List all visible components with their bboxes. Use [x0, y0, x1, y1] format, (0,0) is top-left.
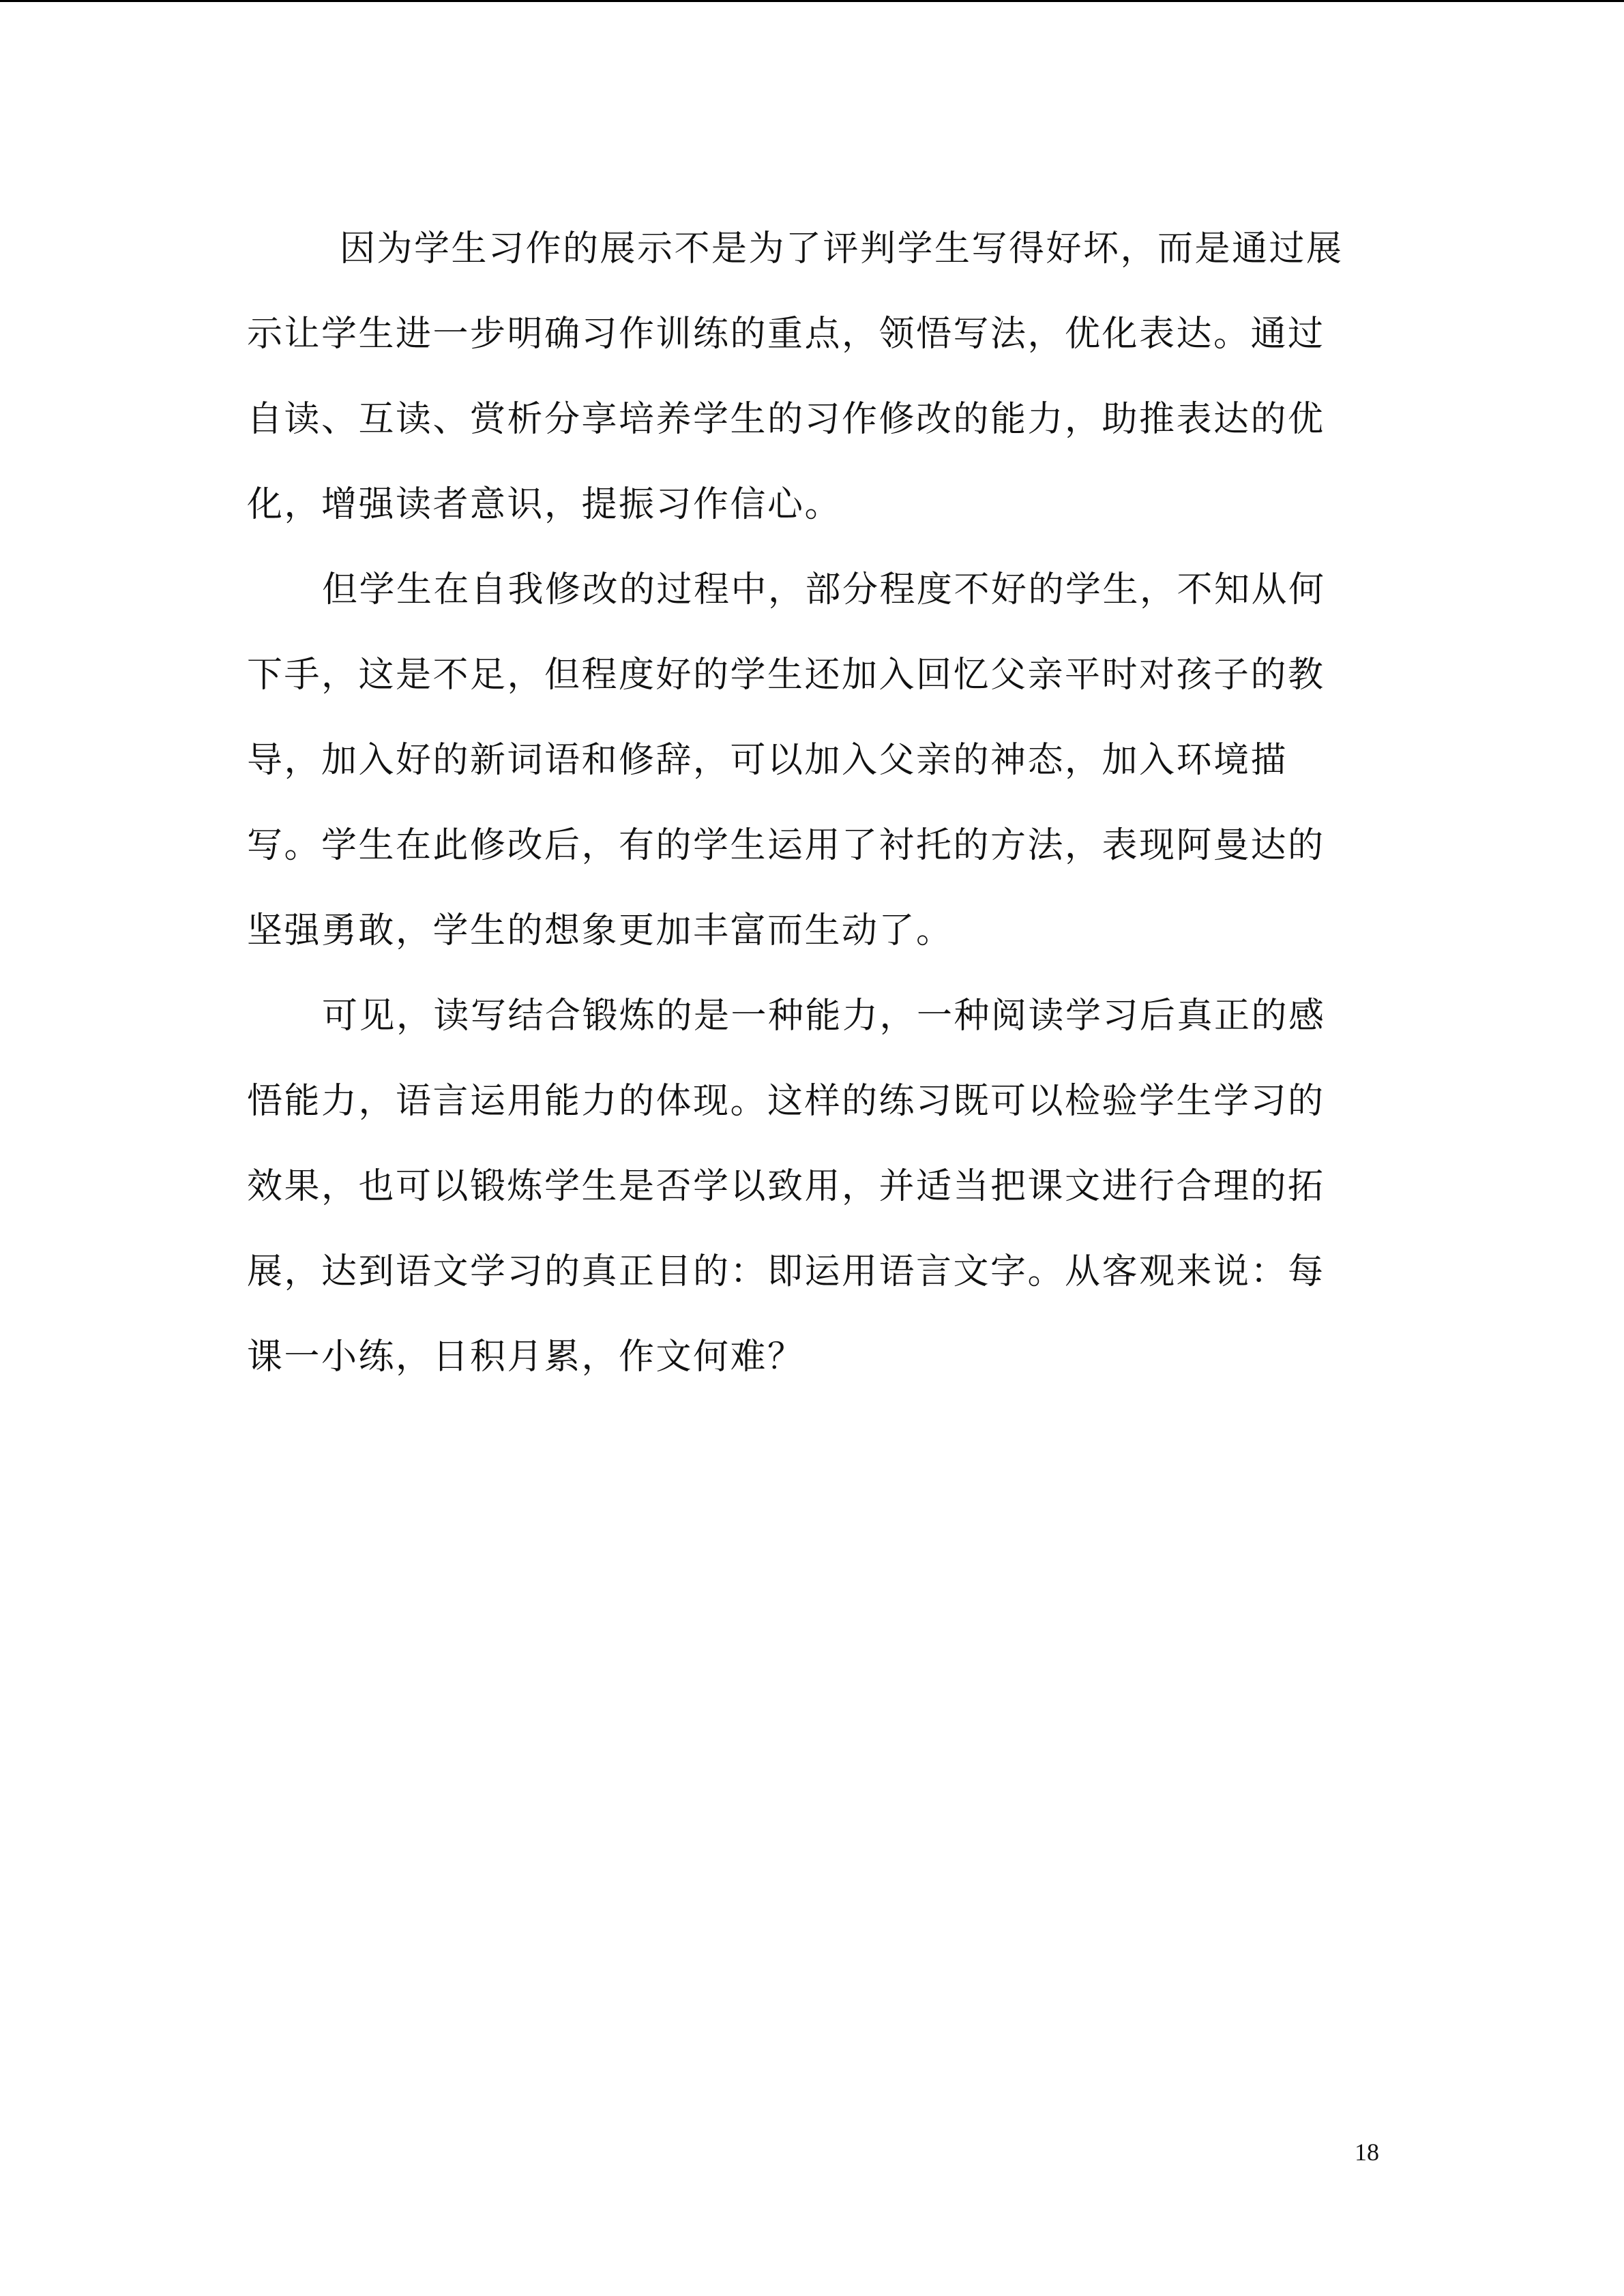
text-line: 因为学生习作的展示不是为了评判学生写得好坏，而是通过展 [340, 228, 1344, 269]
text-line: 下手，这是不足，但程度好的学生还加入回忆父亲平时对孩子的教 [247, 655, 1325, 696]
paragraph-2 [247, 548, 1379, 974]
text-line: 但学生在自我修改的过程中，部分程度不好的学生，不知从何 [322, 569, 1326, 610]
text-line: 效果，也可以锻炼学生是否学以致用，并适当把课文进行合理的拓 [247, 1166, 1325, 1207]
text-line: 化，增强读者意识，提振习作信心。 [247, 484, 842, 525]
paragraph-1 [247, 207, 1379, 548]
text-line: 课一小练，日积月累，作文何难？ [247, 1337, 805, 1377]
text-line: 可见，读写结合锻炼的是一种能力，一种阅读学习后真正的感 [322, 996, 1326, 1037]
text-line: 写。学生在此修改后，有的学生运用了衬托的方法，表现阿曼达的 [247, 825, 1325, 866]
paragraph-3 [247, 974, 1379, 1400]
text-line: 导，加入好的新词语和修辞，可以加入父亲的神态，加入环境描 [247, 740, 1288, 781]
text-line: 展，达到语文学习的真正目的：即运用语言文字。从客观来说：每 [247, 1251, 1325, 1292]
body-text [247, 207, 1379, 1400]
page-number: 18 [1355, 2138, 1379, 2166]
text-line: 示让学生进一步明确习作训练的重点，领悟写法，优化表达。通过 [247, 314, 1325, 355]
text-line: 悟能力，语言运用能力的体现。这样的练习既可以检验学生学习的 [247, 1081, 1325, 1122]
text-line: 坚强勇敢，学生的想象更加丰富而生动了。 [247, 910, 954, 951]
text-line: 自读、互读、赏析分享培养学生的习作修改的能力，助推表达的优 [247, 399, 1325, 440]
